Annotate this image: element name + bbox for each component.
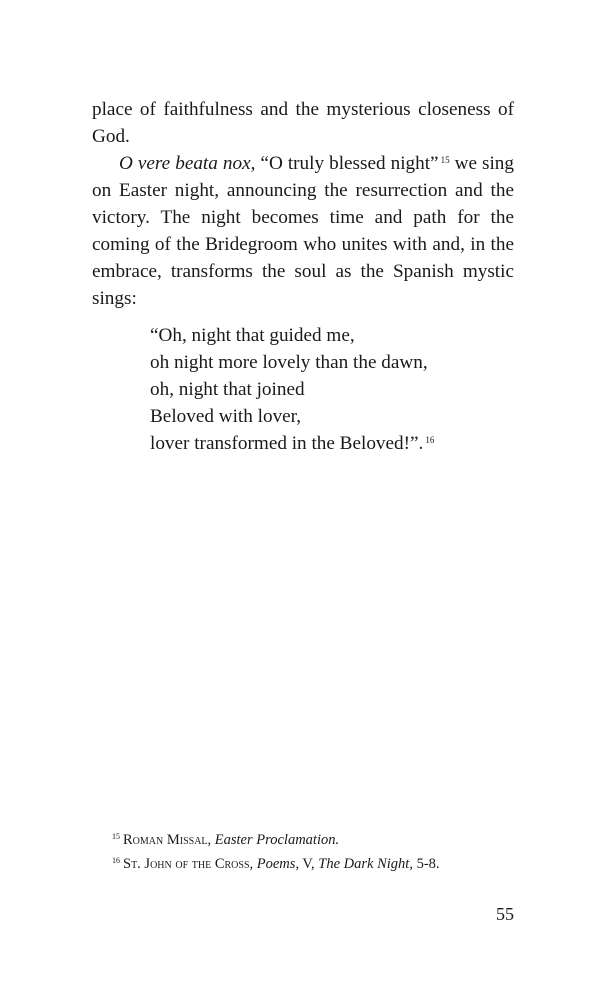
footnote-mid: , V, xyxy=(295,856,319,872)
footnote-title-2: The Dark Night xyxy=(318,856,410,872)
paragraph-1: place of faithfulness and the mysterious closeness of God. xyxy=(92,99,514,147)
footnote-number: 15 xyxy=(112,832,120,842)
paragraph-2-rest: we sing on Easter night, announcing the resurrection and the victory. The night becomes time and path for the coming of the Bridegroom who unites with and, in the embrace, transforms the soul as the Spanish mystic sings: xyxy=(92,153,514,309)
poem-line: oh, night that joined xyxy=(150,379,305,400)
footnote-rest: , 5-8. xyxy=(409,856,440,872)
footnote-sep: , xyxy=(207,832,215,848)
footnote-ref-16: 16 xyxy=(425,434,435,445)
footnote-number: 16 xyxy=(112,856,120,866)
footnote-title: Poems xyxy=(256,856,296,872)
poem-line xyxy=(150,430,514,457)
footnote-ref-15: 15 xyxy=(440,154,450,165)
paragraph-2 xyxy=(92,150,514,312)
footnote-title: Easter Proclamation. xyxy=(214,832,340,848)
footnote-15 xyxy=(112,828,532,852)
footnote-sep: , xyxy=(249,856,257,872)
poem-line: “Oh, night that guided me, xyxy=(150,325,355,346)
footnote-16 xyxy=(112,852,532,876)
page-content xyxy=(92,96,514,457)
poem-line: oh night more lovely than the dawn, xyxy=(150,352,428,373)
footnote-author: St. John of the Cross xyxy=(123,856,250,872)
footnote-author: Roman Missal xyxy=(123,832,208,848)
poem-last-line: lover transformed in the Beloved!”. xyxy=(150,433,424,454)
footnotes xyxy=(112,828,532,876)
poem-line: Beloved with lover, xyxy=(150,406,302,427)
body-text xyxy=(92,96,514,312)
quote-text: , “O truly blessed night” xyxy=(250,153,439,174)
latin-phrase: O vere beata nox xyxy=(119,153,251,174)
page-number: 55 xyxy=(496,904,514,924)
poem-block xyxy=(150,322,514,457)
